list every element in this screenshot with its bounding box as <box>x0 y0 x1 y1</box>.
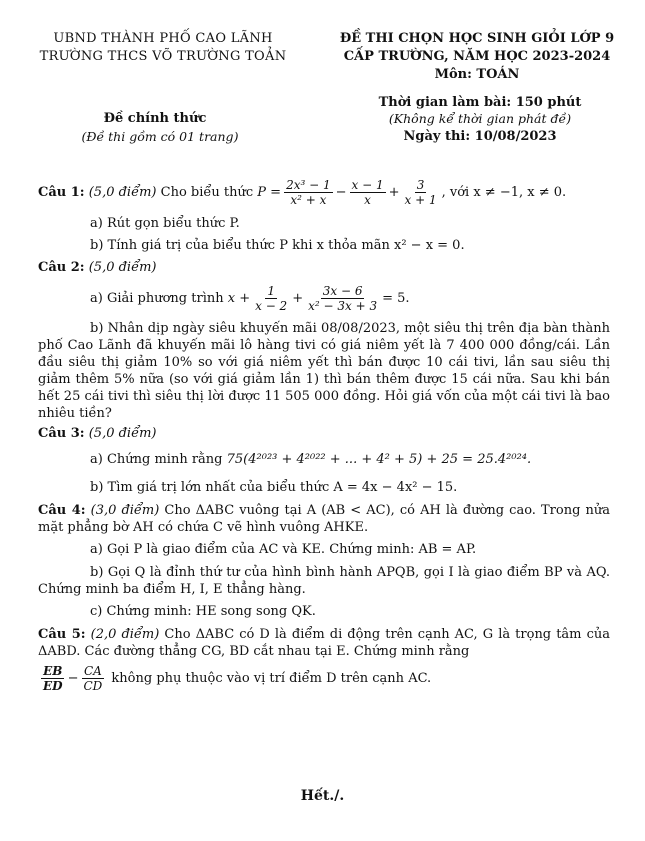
q2-heading <box>38 256 610 278</box>
end-mark: Hết./. <box>300 788 345 804</box>
q4-intro: Cho ΔABC vuông tại A (AB < AC), có AH là đường cao. Trong nửa mặt phẳng bờ AH có chứa C vẽ hình vuông AHKE. <box>38 503 610 535</box>
q2-fraction-1: $\frac{1}{x - 2}$ <box>255 283 288 313</box>
q3-part-a: a) Chứng minh rằng 75(4²⁰²³ + 4²⁰²² + ... + 4² + 5) + 25 = 25.4²⁰²⁴. <box>90 451 532 467</box>
q1-label: Câu 1: <box>38 184 85 200</box>
q4-part-b: b) Gọi Q là đỉnh thứ tư của hình bình hành APQB, gọi I là giao điểm BP và AQ. Chứng minh ba điểm H, I, E thẳng hàng. <box>38 565 610 597</box>
q1-fraction-3: $\frac{3}{x + 1}$ <box>404 177 437 207</box>
org-line-2: TRƯỜNG THCS VÕ TRƯỜNG TOẢN <box>39 49 287 64</box>
q4-statement <box>38 502 610 536</box>
q1-statement: Câu 1: (5,0 điểm) Cho biểu thức P = $\frac{\text{2x³ − 1}}{\text{x² + x}}$ − $\frac{x - 1}{x}$ + $\frac{3}{x + 1}$ , với x ≠ −1, x ≠ 0. <box>38 177 567 207</box>
title-line-1: ĐỀ THI CHỌN HỌC SINH GIỎI LỚP 9 <box>339 31 615 46</box>
title-line-2: CẤP TRƯỜNG, NĂM HỌC 2023-2024 <box>343 49 611 64</box>
q1-lhs: P = <box>257 184 282 200</box>
q2-label: Câu 2: <box>38 259 85 275</box>
q1-points: (5,0 điểm) <box>88 184 157 200</box>
q4-points: (3,0 điểm) <box>90 503 160 518</box>
q1-condition: , với x ≠ −1, x ≠ 0. <box>441 184 567 200</box>
q1-fraction-2: $\frac{x - 1}{x}$ <box>351 177 384 207</box>
pages-note: (Đề thi gồm có 01 trang) <box>81 129 239 144</box>
header-organization <box>18 30 308 66</box>
q3-expression: 75(4²⁰²³ + 4²⁰²² + ... + 4² + 5) + 25 = 25.4²⁰²⁴. <box>226 451 532 467</box>
q5-fraction-2: $\frac{CA}{CD}$ <box>83 663 103 693</box>
q1-fraction-1: $\frac{\text{2x³ − 1}}{\text{x² + x}}$ <box>286 177 331 207</box>
q5-statement <box>38 626 610 660</box>
q5-expression-line: $\frac{EB}{ED}$ − $\frac{CA}{CD}$ không phụ thuộc vào vị trí điểm D trên cạnh AC. <box>43 663 432 693</box>
q5-tail: không phụ thuộc vào vị trí điểm D trên cạnh AC. <box>111 670 432 686</box>
q3-heading <box>38 422 610 444</box>
q4-part-a: a) Gọi P là giao điểm của AC và KE. Chứng minh: AB = AP. <box>90 541 477 557</box>
q5-points: (2,0 điểm) <box>90 627 160 642</box>
exam-time: Thời gian làm bài: 150 phút <box>378 95 582 110</box>
org-line-1: UBND THÀNH PHỐ CAO LÃNH <box>53 31 273 46</box>
q3-points: (5,0 điểm) <box>88 425 157 441</box>
q2-points: (5,0 điểm) <box>88 259 157 275</box>
q3-part-b: b) Tìm giá trị lớn nhất của biểu thức A = 4x − 4x² − 15. <box>90 479 458 495</box>
q4-part-c: c) Chứng minh: HE song song QK. <box>90 603 316 619</box>
exam-date: Ngày thi: 10/08/2023 <box>403 129 557 144</box>
q2-part-b: b) Nhân dịp ngày siêu khuyến mãi 08/08/2023, một siêu thị trên địa bàn thành phố Cao Lãnh đã khuyến mãi lô hàng tivi có giá niêm yết là 7 400 000 đồng/cái. Lần đầu siêu thị giảm 10% so với giá niêm yết thì bán được 10 cái tivi, lần sau siêu thị giảm thêm 5% nữa (so với giá giảm lần 1) thì bán thêm được 15 cái nữa. Sau khi bán hết 25 cái tivi thì siêu thị lời được 11 505 000 đồng. Hỏi giá vốn của một cái tivi là bao nhiêu tiền? <box>38 321 610 421</box>
official-label: Đề chính thức <box>103 111 207 126</box>
q5-intro: Cho ΔABC có D là điểm di động trên cạnh AC, G là trọng tâm của ΔABD. Các đường thẳng CG, BD cắt nhau tại E. Chứng minh rằng <box>38 627 610 659</box>
q1-intro: Cho biểu thức <box>160 184 254 200</box>
exam-body <box>38 172 610 696</box>
q1-part-b: b) Tính giá trị của biểu thức P khi x thỏa mãn x² − x = 0. <box>90 237 465 253</box>
subject: Môn: TOÁN <box>434 67 520 82</box>
q3-label: Câu 3: <box>38 425 85 441</box>
q1-part-a: a) Rút gọn biểu thức P. <box>90 215 240 231</box>
header-exam-title <box>322 30 632 84</box>
time-note: (Không kể thời gian phát đề) <box>388 111 572 126</box>
q4-label: Câu 4: <box>38 503 86 518</box>
q5-label: Câu 5: <box>38 627 86 642</box>
q2-fraction-2: $\frac{3x - 6}{\text{x² − 3x + 3}}$ <box>308 283 378 313</box>
q2-part-a: a) Giải phương trình x + $\frac{1}{x - 2}$ + $\frac{3x - 6}{\text{x² − 3x + 3}}$ = 5. <box>90 283 410 313</box>
q5-fraction-1: $\frac{EB}{ED}$ <box>43 663 63 693</box>
